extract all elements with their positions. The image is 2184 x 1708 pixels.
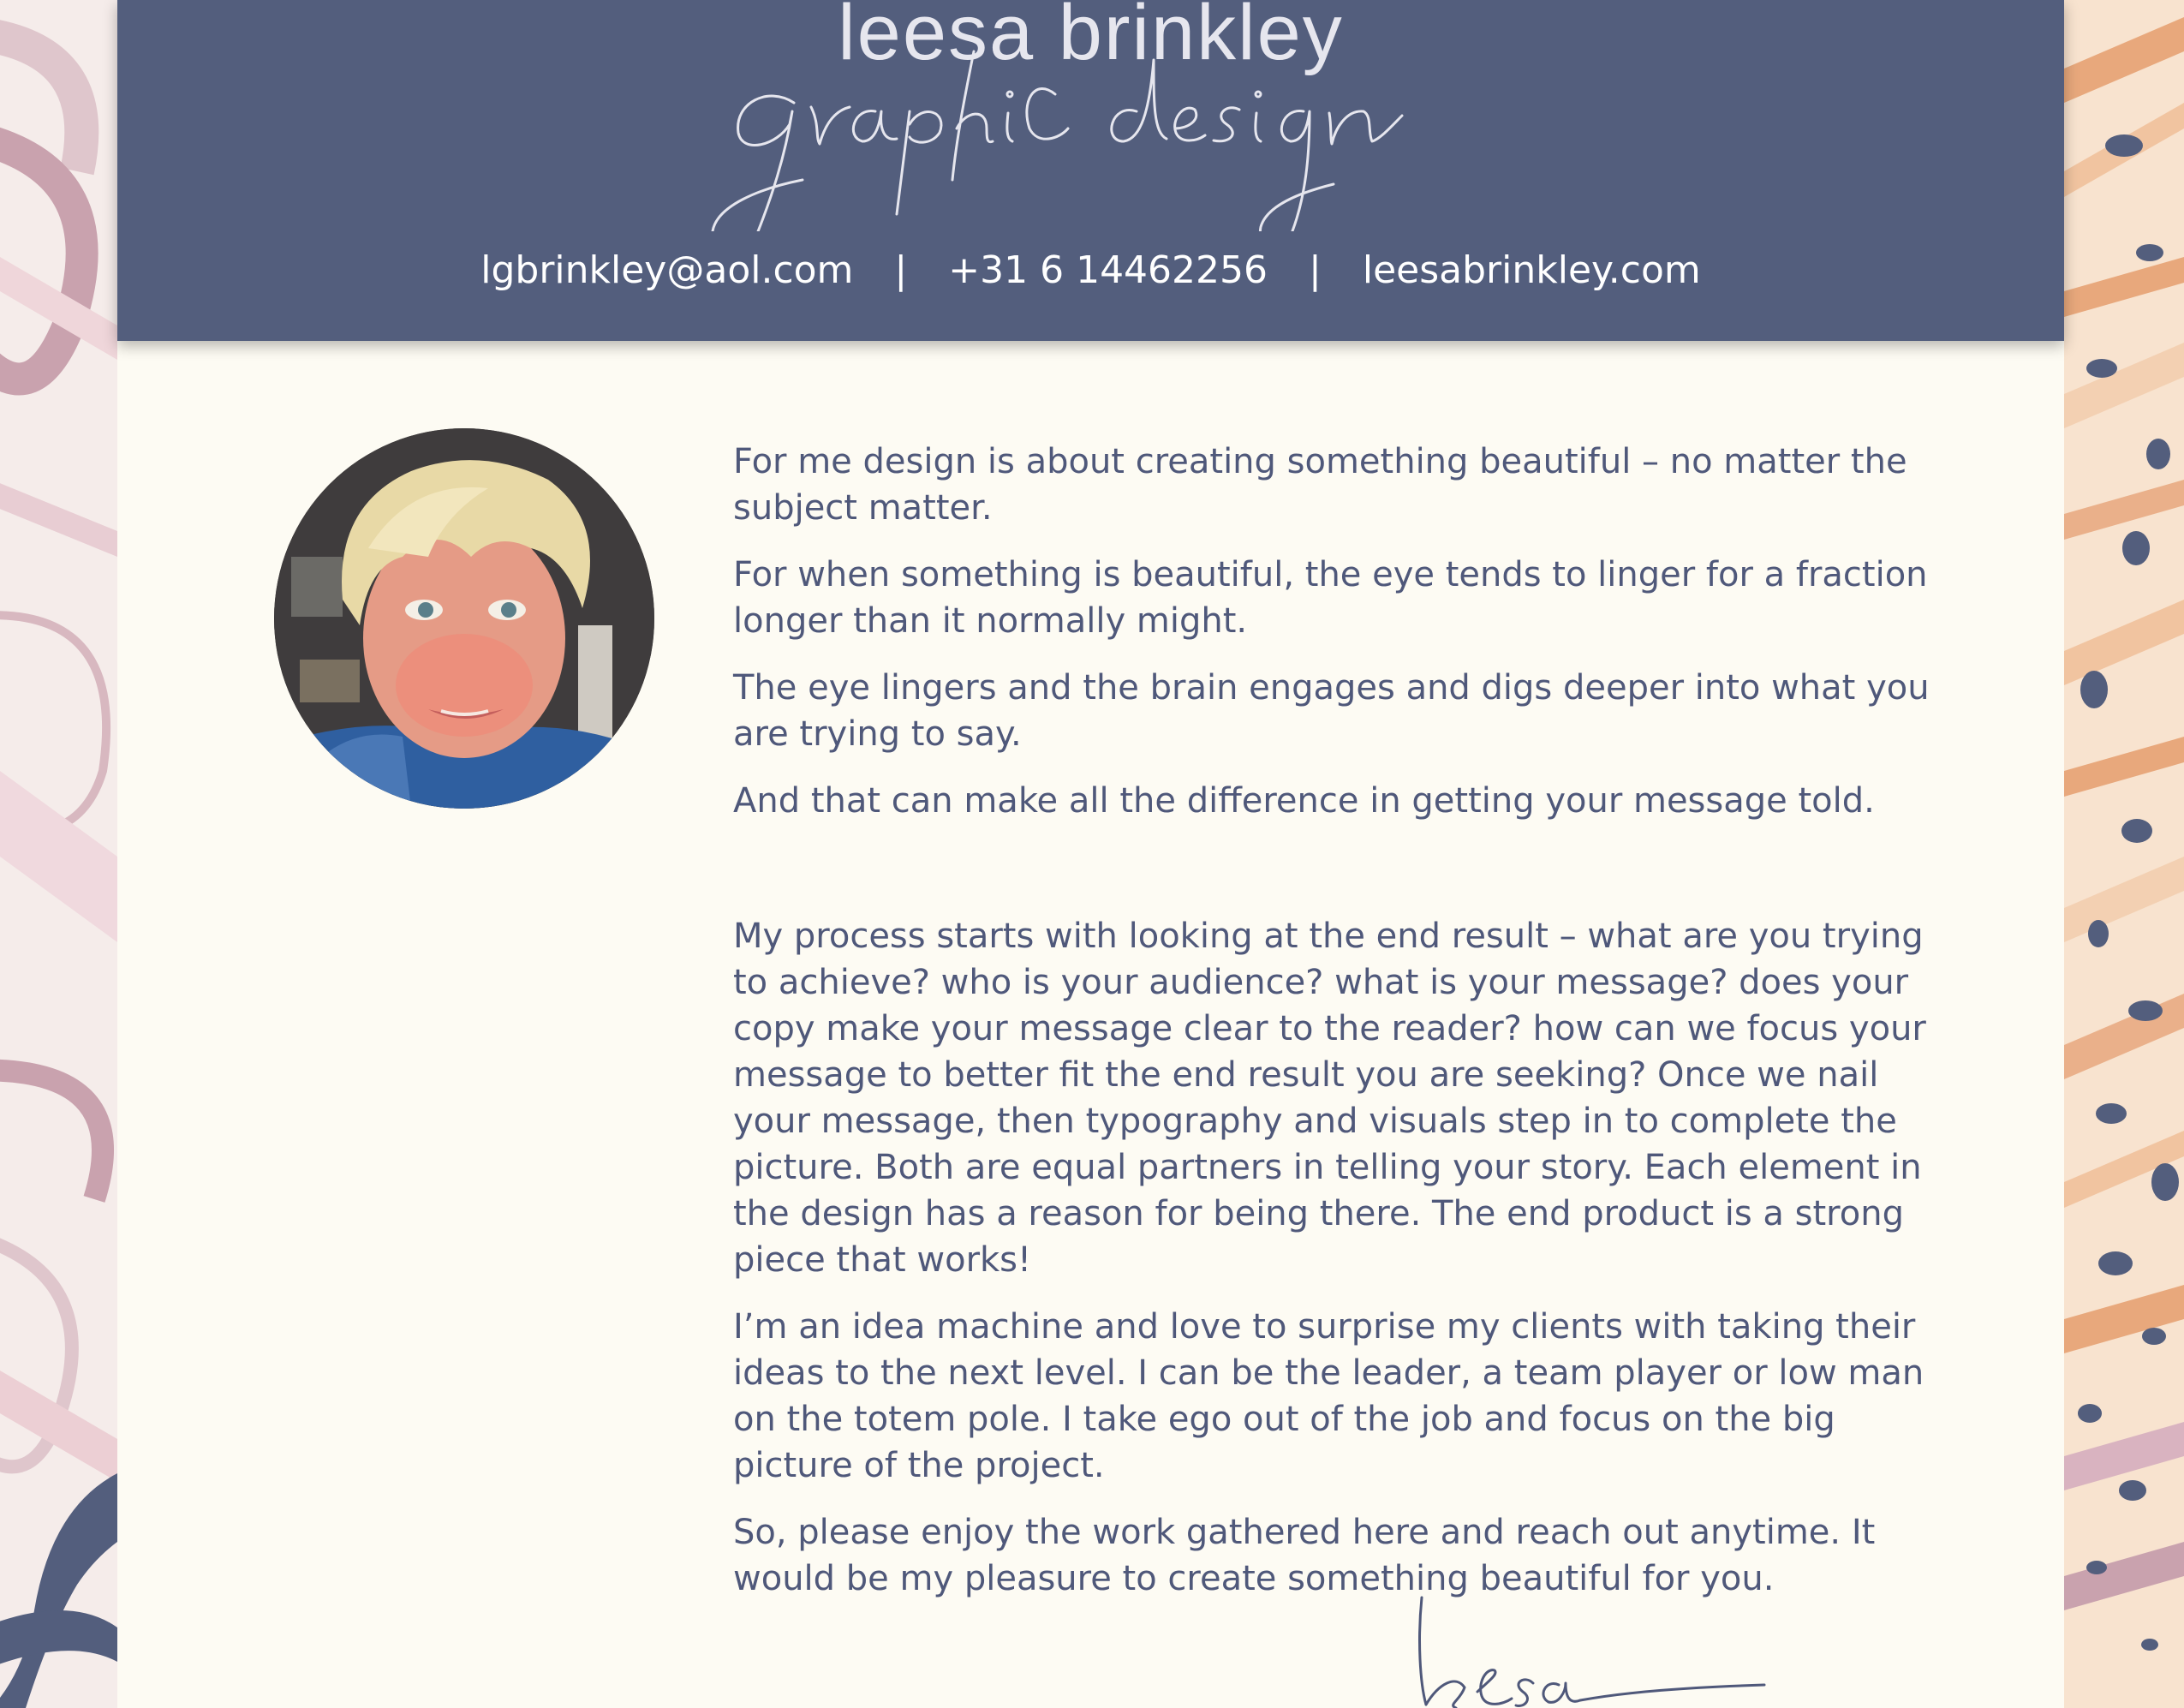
right-decorative-border	[2064, 0, 2184, 1708]
contact-separator: |	[1309, 248, 1322, 292]
right-leaf-dot-pattern	[2064, 0, 2184, 1708]
email-link[interactable]: lgbrinkley@aol.com	[480, 248, 854, 292]
website-link[interactable]: leesabrinkley.com	[1362, 248, 1701, 292]
paragraph: My process starts with looking at the end result – what are you trying to achieve? who is your audience? what is your message? does your copy make your message clear to the reader? how can we focus your message to better fit the end result you are seeking? Once we nail your message, then typography and visuals step in to complete the picture. Both are equal partners in telling your story. Each element in the design has a reason for being there. The end product is a strong piece that works!	[733, 917, 1926, 1280]
header-banner	[117, 0, 2064, 341]
phone-number[interactable]: +31 6 14462256	[948, 248, 1268, 292]
left-brush-pattern	[0, 0, 117, 1708]
paragraph: The eye lingers and the brain engages and digs deeper into what you are trying to say.	[733, 668, 1930, 754]
left-decorative-border	[0, 0, 117, 1708]
portrait-photo	[274, 428, 654, 809]
paragraph: For when something is beautiful, the eye tends to linger for a fraction longer than it normally might.	[733, 555, 1928, 641]
signature	[1405, 1589, 1773, 1708]
graphic-design-script-logo	[691, 43, 1531, 231]
paragraph: And that can make all the difference in getting your message told.	[733, 781, 1875, 821]
paragraph: So, please enjoy the work gathered here and reach out anytime. It would be my pleasure to create something beautiful for you.	[733, 1513, 1876, 1598]
about-text	[733, 439, 1958, 1622]
paragraph: I’m an idea machine and love to surprise my clients with taking their ideas to the next level. I can be the leader, a team player or low man on the totem pole. I take ego out of the job and focus on the big picture of the project.	[733, 1307, 1924, 1485]
paragraph: For me design is about creating something beautiful – no matter the subject matter.	[733, 442, 1907, 528]
contact-separator: |	[894, 248, 908, 292]
designer-name: leesa brinkley	[838, 0, 1344, 76]
profile-photo	[274, 428, 654, 809]
contact-info	[117, 248, 2064, 292]
